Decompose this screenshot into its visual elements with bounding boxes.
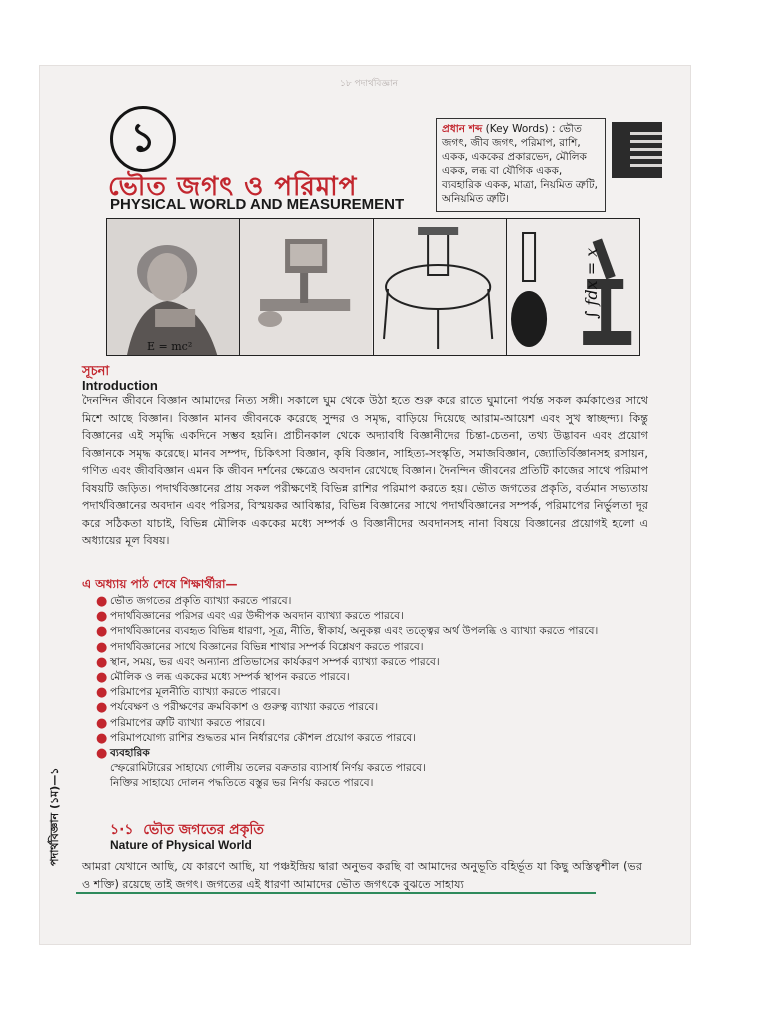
practical-item: স্ফেরোমিটারের সাহায্যে গোলীয় তলের বক্রতার ব্যাসার্ধ নির্ণয় করতে পারবে। [110,762,426,775]
list-item: ● মৌলিক ও লব্ধ এককের মধ্যে সম্পর্ক স্থাপন করতে পারবে। [96,670,350,686]
practical-item: নিক্তির সাহায্যে দোলন পদ্ধতিতে বস্তুর ভর নির্ণয় করতে পারবে। [110,777,374,790]
section-number: ১·১ ভৌত জগতের প্রকৃতি [110,822,264,838]
flask-microscope-drawing [507,219,639,355]
intro-paragraph: দৈনন্দিন জীবনে বিজ্ঞান আমাদের নিত্য সঙ্গী। সকালে ঘুম থেকে উঠা হতে শুরু করে রাতে ঘুমানো পর্যন্ত সকল কর্মকাণ্ডের সাথে মিশে আছে বিজ্ঞান। বিজ্ঞান মানব জীবনকে করেছে সুন্দর ও সমৃদ্ধ, বাড়িয়ে দিয়েছে আরাম-আয়েশ এবং সুখ স্বাচ্ছন্দ্য। কিন্তু বিজ্ঞানের এই সমৃদ্ধি একদিনে সম্ভব হয়নি। প্রাচীনকাল থেকে অদ্যাবধি বিজ্ঞানীদের চিন্তা-চেতনা, তথ্য উদ্ভাবন এবং প্রয়োগ বিজ্ঞানকে সমৃদ্ধ করেছে। মানব সম্পদ, চিকিৎসা বিজ্ঞান, কৃষি বিজ্ঞান, সাহিত্য-সংস্কৃতি, সমাজবিজ্ঞান, জ্যোতির্বিজ্ঞানসহ রসায়ন, গণিত এবং জীববিজ্ঞান এমন কি জীবন দর্শনের ক্ষেত্রেও অবদান রেখেছে বিজ্ঞান। দৈনন্দিন জীবনের প্রতিটি কাজের সাথে পরিমাপ বিষয়টি জড়িত। পদার্থবিজ্ঞানের প্রায় সকল পরীক্ষণেই বিভিন্ন রাশির পরিমাপ করতে হয়। ভৌত জগতের প্রকৃতি, বর্তমান সভ্যতায় পদার্থবিজ্ঞানের অবদান এবং পরিসর, বিস্ময়কর আবিষ্কার, বিভিন্ন বিজ্ঞানের সাথে পদার্থবিজ্ঞানের সম্পর্ক, পরিমাপের নির্ভুলতা দূর করে সঠিকতা যাচাই, বিভিন্ন মৌলিক এককের মধ্যে সম্পর্ক ও বিজ্ঞানীদের অবদানসহ নানা বিষয়ে বিজ্ঞানের প্রয়োগই হলো এ অধ্যায়ের মূল বিষয়। [82,394,648,547]
list-item: ● পদার্থবিজ্ঞানের পরিসর এবং এর উদ্দীপক অবদান ব্যাখ্যা করতে পারবে। [96,609,404,625]
list-item: ● পদার্থবিজ্ঞানের সাথে বিজ্ঞানের বিভিন্ন শাখার সম্পর্ক বিশ্লেষণ করতে পারবে। [96,639,424,655]
intro-heading-en: Introduction [82,378,158,393]
section-heading-en: Nature of Physical World [110,838,252,852]
medical-scan-photo [240,219,373,355]
objectives-list [96,594,640,792]
intro-heading-bn: সূচনা [82,364,110,379]
list-item: ● পদার্থবিজ্ঞানের ব্যবহৃত বিভিন্ন ধারণা, সূত্র, নীতি, স্বীকার্য, অনুকল্প এবং তত্ত্বের অর্থ উপলব্ধি ও ব্যাখ্যা করতে পারবে। [96,624,599,640]
list-item: ● পরিমাপের মূলনীতি ব্যাখ্যা করতে পারবে। [96,685,281,701]
list-item: ● পরিমাপের ত্রুটি ব্যাখ্যা করতে পারবে। [96,715,266,731]
spherometer-illustration [374,219,507,355]
highlight-underline [76,892,596,894]
running-head: ১৮ পদার্থবিজ্ঞান [340,79,398,89]
illustration-strip [106,218,640,356]
scanner-illustration [240,219,372,355]
einstein-photo [107,219,240,355]
list-item: ● ব্যবহারিক [96,746,150,762]
chapter-title-en: PHYSICAL WORLD AND MEASUREMENT [110,196,405,213]
flask-microscope-illustration [507,219,639,355]
spherometer-drawing [374,219,506,355]
nature-paragraph: আমরা যেখানে আছি, যে কারণে আছি, যা পঞ্চইন্দ্রিয় দ্বারা অনুভব করছি বা আমাদের অনুভূতি বহির্ভূত যা কিছু অস্তিত্বশীল (ভর ও শক্তি) রয়েছে তাই জগৎ। জগতের এই ধারণা আমাদের ভৌত জগৎকে বুঝতে সাহায্য [82,860,642,891]
book-page [40,66,690,944]
keywords-label: প্রধান শব্দ [442,123,483,135]
caption-formula: ∫ fdx = x [581,247,601,319]
keywords-label-en: (Key Words) : [485,123,556,135]
list-item: ● পরিমাপযোগ্য রাশির শুদ্ধতর মান নির্ধারণের কৌশল প্রয়োগ করতে পারবে। [96,730,417,746]
list-item: ● পর্যবেক্ষণ ও পরীক্ষণের ক্রমবিকাশ ও গুরুত্ব ব্যাখ্যা করতে পারবে। [96,700,379,716]
portrait-illustration [107,219,239,355]
decorative-stripe-block [612,122,662,178]
keywords-box [436,118,606,212]
caption-emc: E = mc² [147,340,193,353]
chapter-number-badge: ১ [110,106,176,172]
chapter-title-bn: ভৌত জগৎ ও পরিমাপ [108,172,358,202]
objectives-heading: এ অধ্যায় পাঠ শেষে শিক্ষার্থীরা— [82,577,238,591]
list-item: ● ভৌত জগতের প্রকৃতি ব্যাখ্যা করতে পারবে। [96,594,292,609]
keywords-text: ভৌত জগৎ, জীব জগৎ, পরিমাপ, রাশি, একক, এককের প্রকারভেদ, মৌলিক একক, লব্ধ বা যৌগিক একক, ব্যবহারিক একক, মাত্রা, নিয়মিত ত্রুটি, অনিয়মিত ত্রুটি। [442,123,598,205]
list-item: ● স্থান, সময়, ভর এবং অন্যান্য প্রতিভাসের কার্যকরণ সম্পর্ক ব্যাখ্যা করতে পারবে। [96,654,440,670]
side-page-label: পদার্থবিজ্ঞান (১ম)—১ [48,767,61,866]
section-heading-bn: ভৌত জগতের প্রকৃতি [143,822,264,838]
